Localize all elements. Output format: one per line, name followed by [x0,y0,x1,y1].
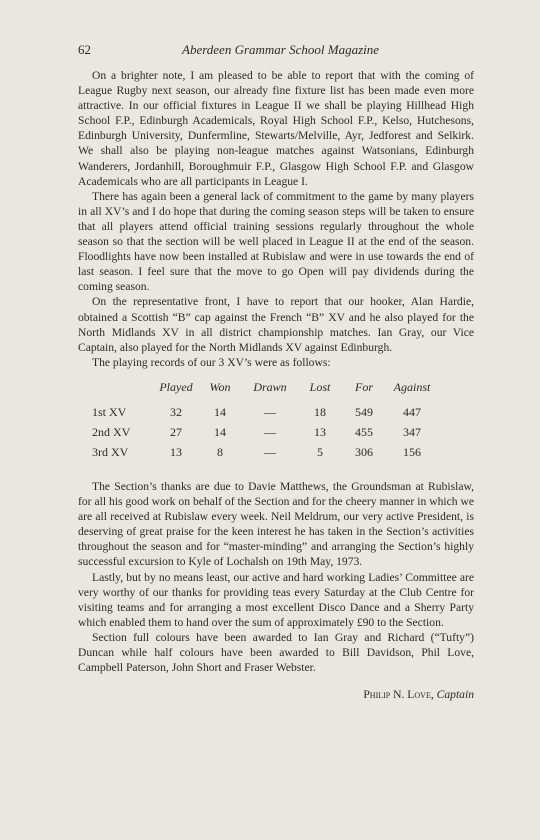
table-row [92,403,438,423]
paragraph-colours: Section full colours have been awarded to Ian Gray and Richard (“Tufty”) Duncan while half colours have been awarded to Bill Davidson, Phil Love, Campbell Paterson, John Short and Fraser Webster. [78,630,474,675]
table-cell: 8 [217,445,223,460]
table-cell: 455 [355,425,373,440]
table-cell: — [264,405,276,420]
table-cell: 5 [317,445,323,460]
paragraph-commitment: There has again been a general lack of commitment to the game by many players in all XV’s and I do hope that during the coming season steps will be taken to ensure that all players attend official training sessions regularly throughout the whole season so that the section will be well placed in League II at the end of the season. Floodlights have now been installed at Rubislaw and were in use towards the end of last season. I feel sure that the move to go Open will pay dividends during the coming season. [78,189,474,294]
running-title: Aberdeen Grammar School Magazine [182,42,380,57]
paragraph-ladies-committee: Lastly, but by no means least, our active and hard working Ladies’ Committee are very worthy of our thanks for providing teas every Saturday at the Club Centre for visiting teams and for arranging a most excellent Disco Dance and a Sherry Party which enabled them to hand over the sum of approximately £90 to the Section. [78,570,474,629]
table-cell: 3rd XV [92,445,129,460]
table-cell: 13 [170,445,182,460]
table-cell: 549 [355,405,373,420]
paragraph-fixtures: On a brighter note, I am pleased to be able to report that with the coming of League Rugby next season, our already fine fixture list has been made even more attractive. In our official fixtures in League II we shall be playing Hillhead High School F.P., Edinburgh Academicals, Royal High School F.P., Kelso, Hutchesons, Edinburgh University, Dunfermline, Stewarts/Melville, Ayr, Jedforest and Selkirk. We shall also be playing non-league matches against Watsonians, Edinburgh Wanderers, Jordanhill, Boroughmuir F.P., Glasgow High School F.P. and Glasgow Academicals who are all participants in League I. [78,69,474,188]
playing-records-table [92,380,438,463]
table-cell: 1st XV [92,405,127,420]
column-header-won: Won [209,379,231,394]
page-number: 62 [78,42,91,57]
column-header-played: Played [159,379,193,394]
table-cell: 447 [403,405,421,420]
signature-separator: , [430,688,437,702]
table-cell: 14 [214,405,226,420]
table-cell: — [264,425,276,440]
page [78,42,474,702]
table-cell: 32 [170,405,182,420]
column-header-team [92,380,154,403]
table-cell: 156 [403,445,421,460]
table-cell: 14 [214,425,226,440]
table-cell: 27 [170,425,182,440]
column-header-drawn: Drawn [253,379,287,394]
page-header [78,42,474,62]
table-cell: 13 [314,425,326,440]
article-body [78,68,474,702]
table-header-row [92,380,438,403]
signature [78,687,474,702]
paragraph-records-intro: The playing records of our 3 XV’s were as follows: [92,355,331,369]
signature-name: Philip N. Love [363,688,431,702]
table-cell: 306 [355,445,373,460]
table-row [92,423,438,443]
table-cell: — [264,445,276,460]
paragraph-representative: On the representative front, I have to report that our hooker, Alan Hardie, obtained a Scottish “B” cap against the French “B” XV and he also played for the North Midlands XV in all district championship matches. Ian Gray, our Vice Captain, also played for the North Midlands XV against Edinburgh. [78,295,474,354]
table-cell: 347 [403,425,421,440]
paragraph-thanks: The Section’s thanks are due to Davie Matthews, the Groundsman at Rubislaw, for all his good work on behalf of the Section and for the cheery manner in which we are all received at Rubislaw every week. Neil Meldrum, our very active President, is deserving of great praise for the keen interest he has taken in the Section’s activities throughout the season and for “master-minding” and arranging the Section’s highly successful excursion to Kyle of Lochalsh on 19th May, 1973. [78,479,474,569]
signature-title: Captain [436,688,474,702]
table-cell: 18 [314,405,326,420]
column-header-lost: Lost [309,379,331,394]
table-cell: 2nd XV [92,425,131,440]
table-row [92,443,438,463]
column-header-for: For [355,379,373,394]
column-header-against: Against [393,379,431,394]
